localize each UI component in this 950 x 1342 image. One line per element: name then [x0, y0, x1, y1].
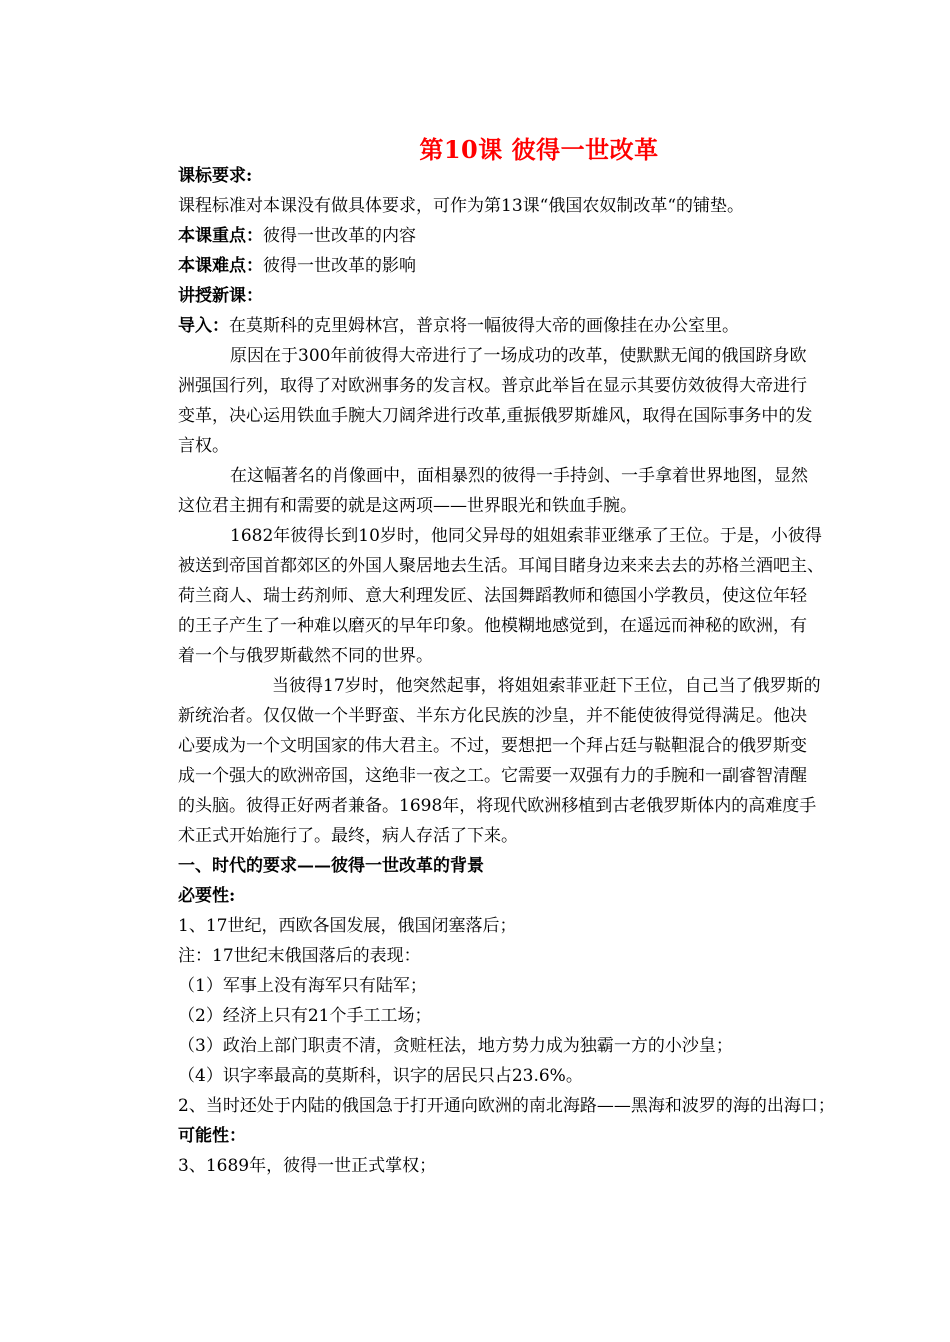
necessity-heading: 必要性: [178, 886, 236, 906]
paragraph-line: 洲强国行列，取得了对欧洲事务的发言权。普京此举旨在显示其要仿效彼得大帝进行 [178, 376, 807, 396]
list-item: （4）识字率最高的莫斯科，识字的居民只占23.6%。 [178, 1066, 583, 1086]
paragraph-line: 的王子产生了一种难以磨灭的早年印象。他模糊地感觉到，在遥远而神秘的欧洲，有 [178, 616, 807, 636]
paragraph-line: 着一个与俄罗斯截然不同的世界。 [178, 646, 433, 666]
paragraph-line: 1682年彼得长到10岁时，他同父异母的姐姐索菲亚继承了王位。于是，小彼得 [230, 526, 822, 546]
list-item: 2、当时还处于内陆的俄国急于打开通向欧洲的南北海路——黑海和波罗的海的出海口； [178, 1096, 835, 1116]
lesson-title: 第10课 彼得一世改革 [419, 135, 659, 164]
paragraph-line: 的头脑。彼得正好两者兼备。1698年，将现代欧洲移植到古老俄罗斯体内的高难度手 [178, 796, 817, 816]
section-heading: 一、时代的要求——彼得一世改革的背景 [178, 856, 484, 876]
list-item: （1）军事上没有海军只有陆军； [178, 976, 427, 996]
intro-line [178, 311, 900, 341]
paragraph-line: 心要成为一个文明国家的伟大君主。不过，要想把一个拜占廷与鞑靼混合的俄罗斯变 [178, 736, 807, 756]
list-item: 1、17世纪，西欧各国发展，俄国闭塞落后； [178, 916, 517, 936]
document-body [178, 161, 900, 1181]
key-point-text: 彼得一世改革的内容 [263, 226, 416, 246]
difficulty-line [178, 251, 900, 281]
paragraph-line: 荷兰商人、瑞士药剂师、意大利理发匠、法国舞蹈教师和德国小学教员，使这位年轻 [178, 586, 807, 606]
difficulty-label: 本课难点： [178, 256, 263, 276]
possibility-heading: 可能性： [178, 1126, 246, 1146]
key-point-label: 本课重点： [178, 226, 263, 246]
new-lesson-heading: 讲授新课： [178, 286, 263, 306]
paragraph-line: 术正式开始施行了。最终，病人存活了下来。 [178, 826, 518, 846]
paragraph-line: 变革，决心运用铁血手腕大刀阔斧进行改革,重振俄罗斯雄风，取得在国际事务中的发 [178, 406, 813, 426]
paragraph-line: 被送到帝国首都郊区的外国人聚居地去生活。耳闻目睹身边来来去去的苏格兰酒吧主、 [178, 556, 824, 576]
list-item: （3）政治上部门职责不清，贪赃枉法，地方势力成为独霸一方的小沙皇； [178, 1036, 733, 1056]
difficulty-text: 彼得一世改革的影响 [263, 256, 416, 276]
paragraph-line: 新统治者。仅仅做一个半野蛮、半东方化民族的沙皇，并不能使彼得觉得满足。他决 [178, 706, 807, 726]
intro-text: 在莫斯科的克里姆林宫，普京将一幅彼得大帝的画像挂在办公室里。 [229, 316, 739, 336]
curriculum-heading: 课标要求: [178, 166, 253, 186]
paragraph-line: 成一个强大的欧洲帝国，这绝非一夜之工。它需要一双强有力的手腕和一副睿智清醒 [178, 766, 807, 786]
paragraph-line: 当彼得17岁时，他突然起事，将姐姐索菲亚赶下王位，自己当了俄罗斯的 [272, 676, 821, 696]
paragraph-line: 在这幅著名的肖像画中，面相暴烈的彼得一手持剑、一手拿着世界地图，显然 [230, 466, 808, 486]
paragraph-line: 言权。 [178, 436, 229, 456]
list-item: （2）经济上只有21个手工工场； [178, 1006, 432, 1026]
key-point-line [178, 221, 900, 251]
intro-label: 导入： [178, 316, 229, 336]
paragraph-line: 课程标准对本课没有做具体要求，可作为第13课“俄国农奴制改革“的铺垫。 [178, 196, 745, 216]
list-item: 3、1689年，彼得一世正式掌权； [178, 1156, 437, 1176]
note-line: 注：17世纪末俄国落后的表现： [178, 946, 421, 966]
paragraph-line: 原因在于300年前彼得大帝进行了一场成功的改革，使默默无闻的俄国跻身欧 [230, 346, 807, 366]
paragraph-line: 这位君主拥有和需要的就是这两项——世界眼光和铁血手腕。 [178, 496, 637, 516]
